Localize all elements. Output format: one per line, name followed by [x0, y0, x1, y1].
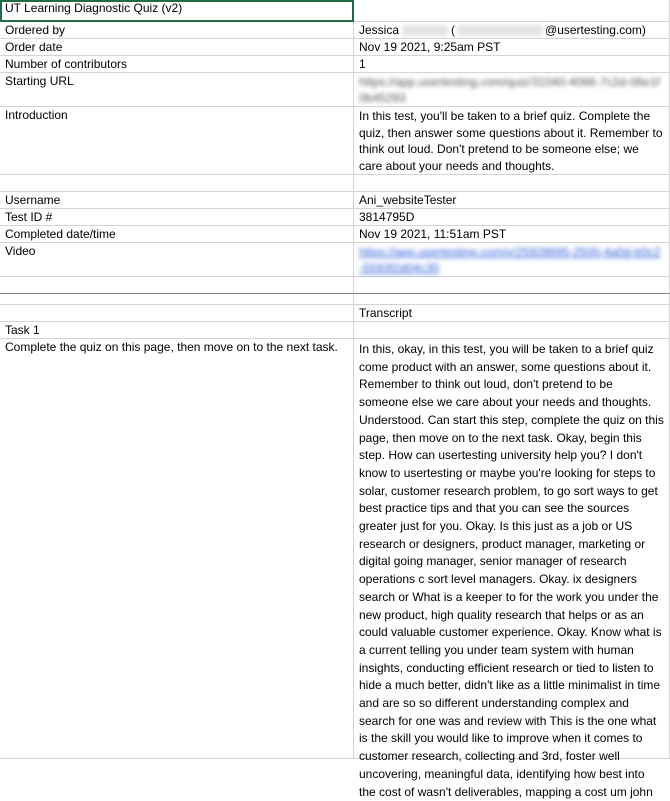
task-1-label: Task 1	[5, 323, 40, 337]
row-order-date	[0, 39, 670, 56]
row-test-id	[0, 209, 670, 226]
cell-empty-f[interactable]	[354, 294, 670, 305]
row-completed	[0, 226, 670, 243]
transcript-header: Transcript	[359, 306, 412, 320]
cell-empty-c[interactable]	[0, 277, 354, 294]
starting-url-value: https://app.usertesting.com/quiz/31040-4066-7c2d-06e1f0b45293	[359, 75, 660, 105]
row-task-1-transcript	[0, 339, 670, 799]
cell-video-value[interactable]	[354, 243, 670, 277]
row-starting-url	[0, 73, 670, 107]
cell-test-id-value[interactable]	[354, 209, 670, 226]
row-empty-1	[0, 175, 670, 192]
order-date-value: Nov 19 2021, 9:25am PST	[359, 40, 501, 54]
cell-order-date-value[interactable]	[354, 39, 670, 56]
ordered-by-label: Ordered by	[5, 23, 66, 37]
cell-video-label[interactable]	[0, 243, 354, 277]
row-username	[0, 192, 670, 209]
cell-empty-b[interactable]	[354, 175, 670, 192]
introduction-value: In this test, you'll be taken to a brief quiz. Complete the quiz, then answer some questions about it. Remember to think out loud. Don't pretend to be someone else; we care about your needs and thoughts.	[359, 109, 663, 173]
cell-introduction-label[interactable]	[0, 107, 354, 175]
cell-empty-a[interactable]	[0, 175, 354, 192]
row-introduction	[0, 107, 670, 175]
task-1-instruction: Complete the quiz on this page, then move on to the next task.	[5, 340, 338, 354]
username-value: Ani_websiteTester	[359, 193, 457, 207]
cell-task-1-transcript[interactable]	[354, 339, 670, 799]
row-task-1	[0, 322, 670, 339]
cell-title-b[interactable]	[354, 0, 670, 22]
cell-test-id-label[interactable]	[0, 209, 354, 226]
row-empty-3	[0, 294, 670, 305]
cell-task-1-instruction[interactable]	[0, 339, 354, 759]
ordered-by-email-domain: @usertesting.com)	[545, 23, 646, 37]
cell-task-1-label[interactable]	[0, 322, 354, 339]
video-link[interactable]: https://app.usertesting.com/v/25928695-2500-4a0d-b0c2-5593f2d04c30	[359, 245, 661, 275]
ordered-by-name: Jessica	[359, 23, 400, 37]
row-ordered-by	[0, 22, 670, 39]
video-label: Video	[5, 244, 36, 258]
cell-username-value[interactable]	[354, 192, 670, 209]
completed-value: Nov 19 2021, 11:51am PST	[359, 227, 507, 241]
cell-ordered-by-value[interactable]	[354, 22, 670, 39]
redacted-surname	[402, 25, 448, 36]
cell-empty-e[interactable]	[0, 294, 354, 305]
cell-starting-url-value[interactable]	[354, 73, 670, 107]
cell-introduction-value[interactable]	[354, 107, 670, 175]
ordered-by-paren: (	[451, 23, 456, 37]
cell-contributors-value[interactable]	[354, 56, 670, 73]
redacted-email-user	[457, 25, 543, 36]
cell-title[interactable]	[0, 0, 354, 22]
cell-ordered-by-label[interactable]	[0, 22, 354, 39]
cell-completed-label[interactable]	[0, 226, 354, 243]
order-date-label: Order date	[5, 40, 63, 54]
cell-transcript-header-a[interactable]	[0, 305, 354, 322]
cell-task-1-b[interactable]	[354, 322, 670, 339]
completed-label: Completed date/time	[5, 227, 116, 241]
contributors-label: Number of contributors	[5, 57, 128, 71]
username-label: Username	[5, 193, 61, 207]
cell-contributors-label[interactable]	[0, 56, 354, 73]
cell-starting-url-label[interactable]	[0, 73, 354, 107]
sheet-title: UT Learning Diagnostic Quiz (v2)	[5, 1, 183, 15]
starting-url-label: Starting URL	[5, 74, 74, 88]
test-id-value: 3814795D	[359, 210, 415, 224]
cell-username-label[interactable]	[0, 192, 354, 209]
introduction-label: Introduction	[5, 108, 68, 122]
task-1-transcript: In this, okay, in this test, you will be taken to a brief quiz come product with an answer, some questions about it. Remember to think out loud, don't pretend to be someone else we care about your needs and thoughts. Understood. Can start this step, complete the quiz on this page, then move on to the next task. Okay, begin this step. How can usertesting university help you? I don't know to usertesting or maybe you're looking for steps to solar, customer research problem, to go sort ways to get best practice tips and that you can see the sources greater just for you. Okay. Is this just as a job or US research or designers, product manager, marketing or digital going manager, senior manager of research operations c sort level managers. Okay. ix designers search or What is a keeper to for the work you under the new product, high quality research that helps or as an could valuable customer experience. Okay. Know what is a current telling you under team system with human insights, conducting efficient research or tied to listen to hide a much better, didn't like as a little minimalist in time and are so so different understanding complex and search for one was and review with This is the one what is the skill you would like to improve when it comes to customer research, collecting and 3rd, foster well uncovering, meaningful data, identifying how best into the cost of wasn't deliverables, mapping a cost um john	[359, 342, 664, 799]
cell-transcript-header[interactable]	[354, 305, 670, 322]
row-title	[0, 0, 670, 22]
cell-completed-value[interactable]	[354, 226, 670, 243]
cell-order-date-label[interactable]	[0, 39, 354, 56]
row-transcript-header	[0, 305, 670, 322]
test-id-label: Test ID #	[5, 210, 53, 224]
row-video	[0, 243, 670, 277]
row-empty-2	[0, 277, 670, 294]
cell-empty-d[interactable]	[354, 277, 670, 294]
contributors-value: 1	[359, 57, 366, 71]
row-contributors	[0, 56, 670, 73]
